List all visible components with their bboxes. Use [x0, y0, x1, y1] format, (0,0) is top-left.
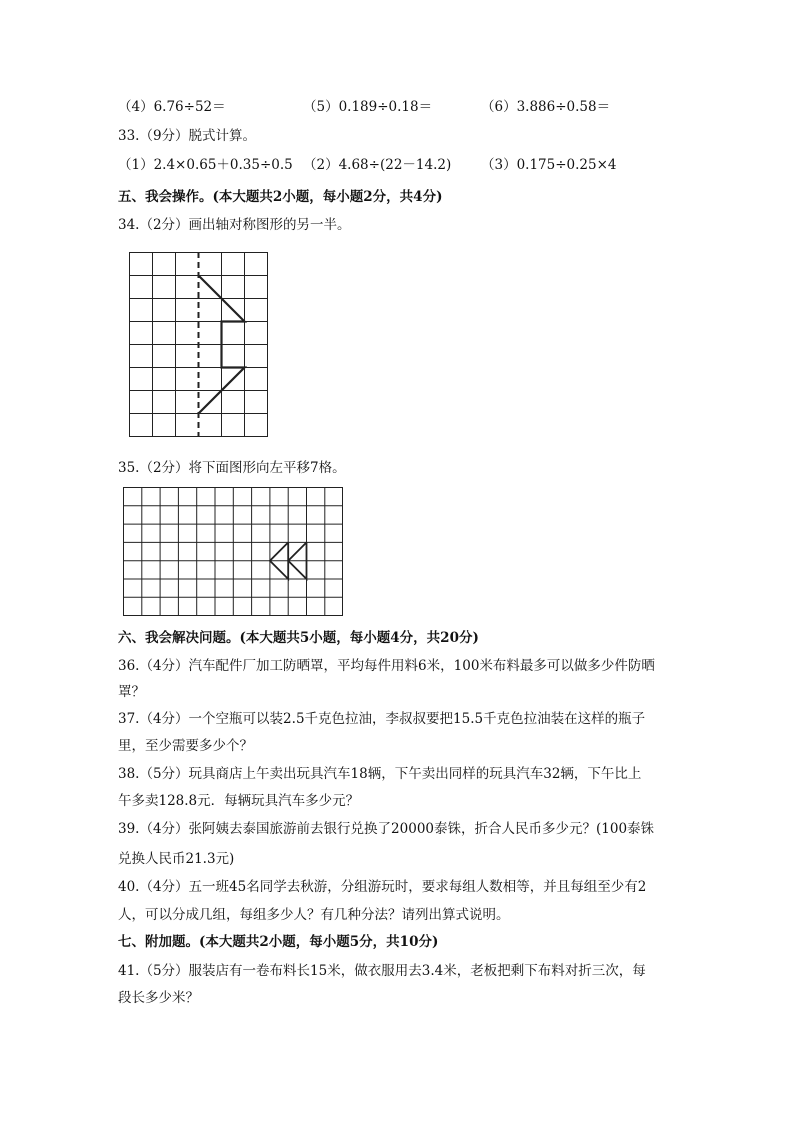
q41-line-2: 段长多少米？	[118, 990, 199, 1006]
q38-line-1: 38.（5分）玩具商店上午卖出玩具汽车18辆，下午卖出同样的玩具汽车32辆，下午比上	[118, 766, 642, 782]
q33-item-3: （3）0.175÷0.25×4	[481, 157, 617, 173]
q33-title: 33.（9分）脱式计算。	[118, 128, 257, 144]
q32-item-4: （4）6.76÷52＝	[118, 99, 226, 115]
q38-line-2: 午多卖128.8元．每辆玩具汽车多少元？	[118, 793, 360, 809]
section-7-heading: 七、附加题。(本大题共2小题，每小题5分，共10分)	[118, 934, 439, 950]
q36-line-2: 罩？	[118, 684, 145, 700]
q39-line-1: 39.（4分）张阿姨去泰国旅游前去银行兑换了20000泰铢，折合人民币多少元？(100泰铢	[118, 821, 655, 837]
q37-line-1: 37.（4分）一个空瓶可以装2.5千克色拉油，李叔叔要把15.5千克色拉油装在这样的瓶子	[118, 711, 646, 727]
q33-item-1: （1）2.4×0.65＋0.35÷0.5	[118, 157, 293, 173]
q35-grid	[123, 487, 343, 616]
q34-text: 34.（2分）画出轴对称图形的另一半。	[118, 217, 351, 233]
q39-line-2: 兑换人民币21.3元)	[118, 851, 235, 867]
q40-line-1: 40.（4分）五一班45名同学去秋游，分组游玩时，要求每组人数相等，并且每组至少有2	[118, 879, 647, 895]
q40-line-2: 人，可以分成几组，每组多少人？有几种分法？请列出算式说明。	[118, 907, 510, 923]
section-5-heading: 五、我会操作。(本大题共2小题，每小题2分，共4分)	[118, 189, 443, 205]
q36-line-1: 36.（4分）汽车配件厂加工防晒罩，平均每件用料6米，100米布料最多可以做多少件防晒	[118, 658, 655, 674]
q33-item-2: （2）4.68÷(22－14.2)	[303, 157, 452, 173]
q41-line-1: 41.（5分）服装店有一卷布料长15米，做衣服用去3.4米，老板把剩下布料对折三次，每	[118, 963, 646, 979]
q35-grid-figure	[123, 487, 344, 617]
q34-grid-figure	[129, 252, 269, 438]
q35-text: 35.（2分）将下面图形向左平移7格。	[118, 460, 346, 476]
q32-item-6: （6）3.886÷0.58＝	[481, 99, 611, 115]
q37-line-2: 里，至少需要多少个？	[118, 738, 253, 754]
section-6-heading: 六、我会解决问题。(本大题共5小题，每小题4分，共20分)	[118, 630, 479, 646]
q32-item-5: （5）0.189÷0.18＝	[303, 99, 433, 115]
